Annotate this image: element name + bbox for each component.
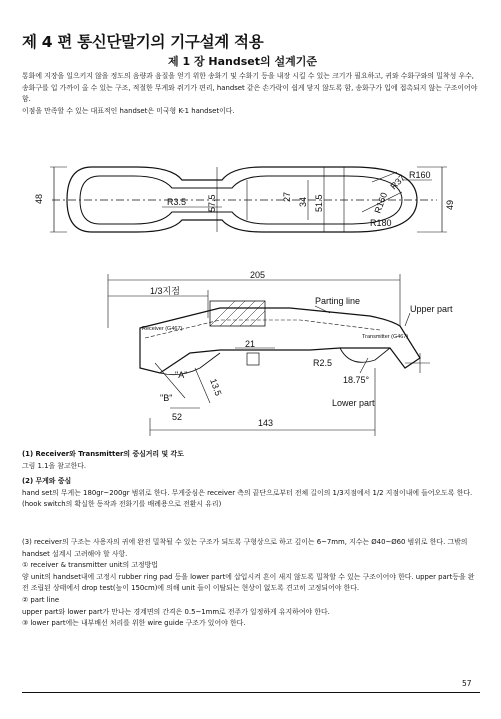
section-3 bbox=[22, 537, 480, 630]
section-2-heading: (2) 무게와 중심 bbox=[22, 477, 72, 485]
intro-text-1: 통화에 지장을 일으키지 않을 정도의 음량과 음질을 얻기 위한 송화기 및 수화기 등을 내장 시킬 수 있는 크기가 필요하고, 귀와 수화구와의 밀착성 우수, 송화구를 입 가까이 올 수 있는 구조, 적절한 무게와 쥐기가 편리, handset 같은 손가락이 쉽게 닿지 않도록 함, 송화구가 입에 접촉되지 않는 구조이어야 함. bbox=[22, 72, 478, 104]
chapter-subtitle: 제 1 장 Handset의 설계기준 bbox=[168, 55, 317, 68]
dim-51-5: 51.5 bbox=[314, 194, 324, 212]
label-upper-part: Upper part bbox=[410, 304, 453, 314]
dim-21: 21 bbox=[245, 339, 256, 349]
section-1-body: 그림 1.1을 참고한다. bbox=[22, 461, 87, 470]
page-title: 제 4 편 통신단말기의 기구설계 적용 bbox=[22, 33, 264, 51]
dim-r37: R37 bbox=[388, 172, 408, 192]
label-b: "B" bbox=[160, 393, 173, 403]
dim-r25: R2.5 bbox=[313, 358, 333, 368]
dim-r35: R3.5 bbox=[167, 197, 187, 207]
label-receiver: Receiver (G467) bbox=[142, 326, 183, 332]
section-2-body: hand set의 무게는 180gr~200gr 범위로 한다. 무게중심은 receiver 측의 끝단으로부터 전체 길이의 1/3지점에서 1/2 지점이내에 들어오도록 한다. (hook switch의 확실한 동작과 전화기를 배례용으로 전환시 유리) bbox=[22, 488, 473, 509]
dim-34: 34 bbox=[298, 196, 308, 207]
dim-143: 143 bbox=[258, 418, 274, 428]
dim-r180: R180 bbox=[370, 218, 392, 228]
dim-57-5: 57.5 bbox=[207, 194, 217, 212]
handset-side-view-drawing bbox=[100, 268, 480, 438]
dim-52: 52 bbox=[172, 412, 183, 422]
section-3-heading: (3) receiver의 구조는 사용자의 귀에 완전 밀착될 수 있는 구조가 되도록 구형상으로 하고 깊이는 6~7mm, 지수는 Ø40~Ø60 범위로 한다. 그밖의 handset 설계시 고려해야 할 사항. bbox=[22, 538, 468, 558]
page-number: 57 bbox=[462, 679, 472, 688]
dim-r160b: R160 bbox=[372, 191, 390, 215]
section-3-item-2: 양 unit의 handset내에 고정시 rubber ring pad 등을 lower part에 삽입시켜 흔이 새지 않도록 밀착할 수 있는 구조이어야 한다. upper part등을 완전 조립된 상태에서 drop test(높이 150cm)에 의해 unit 들이 이탈되는 현상이 없도록 견고히 고정되어야 한다. bbox=[22, 572, 475, 593]
intro-text-2: 이점을 만족할 수 있는 대표적인 handset은 미국형 K-1 handset이다. bbox=[22, 106, 235, 115]
label-a: "A" bbox=[175, 370, 188, 380]
dim-205: 205 bbox=[250, 270, 266, 280]
dim-third-point: 1/3지점 bbox=[150, 286, 180, 296]
footer-rule bbox=[22, 692, 480, 693]
dim-r160: R160 bbox=[409, 170, 431, 180]
dim-48: 48 bbox=[34, 193, 44, 204]
label-transmitter: Transmitter (G467) bbox=[362, 334, 409, 340]
label-lower-part: Lower part bbox=[332, 398, 375, 408]
section-2 bbox=[22, 476, 480, 511]
section-3-item-1: ① receiver & transmitter unit의 고정방법 bbox=[22, 561, 158, 570]
section-1 bbox=[22, 449, 480, 472]
section-3-item-3: ② part line bbox=[22, 595, 60, 604]
dim-49: 49 bbox=[445, 199, 455, 210]
dim-27: 27 bbox=[282, 191, 292, 202]
intro-paragraph bbox=[22, 71, 480, 117]
section-1-heading: (1) Receiver와 Transmitter의 중심거리 및 각도 bbox=[22, 450, 184, 458]
label-parting-line: Parting line bbox=[315, 296, 361, 306]
dim-angle: 18.75° bbox=[343, 375, 370, 385]
handset-top-view-drawing bbox=[22, 152, 455, 242]
section-3-item-4: upper part와 lower part가 만나는 경계면의 간격은 0.5~1mm로 전주가 일정하게 유지하여야 한다. bbox=[22, 607, 330, 616]
section-3-item-5: ③ lower part에는 내부배선 처리를 위한 wire guide 구조가 있어야 한다. bbox=[22, 619, 246, 628]
dim-13-5: 13.5 bbox=[208, 377, 224, 398]
